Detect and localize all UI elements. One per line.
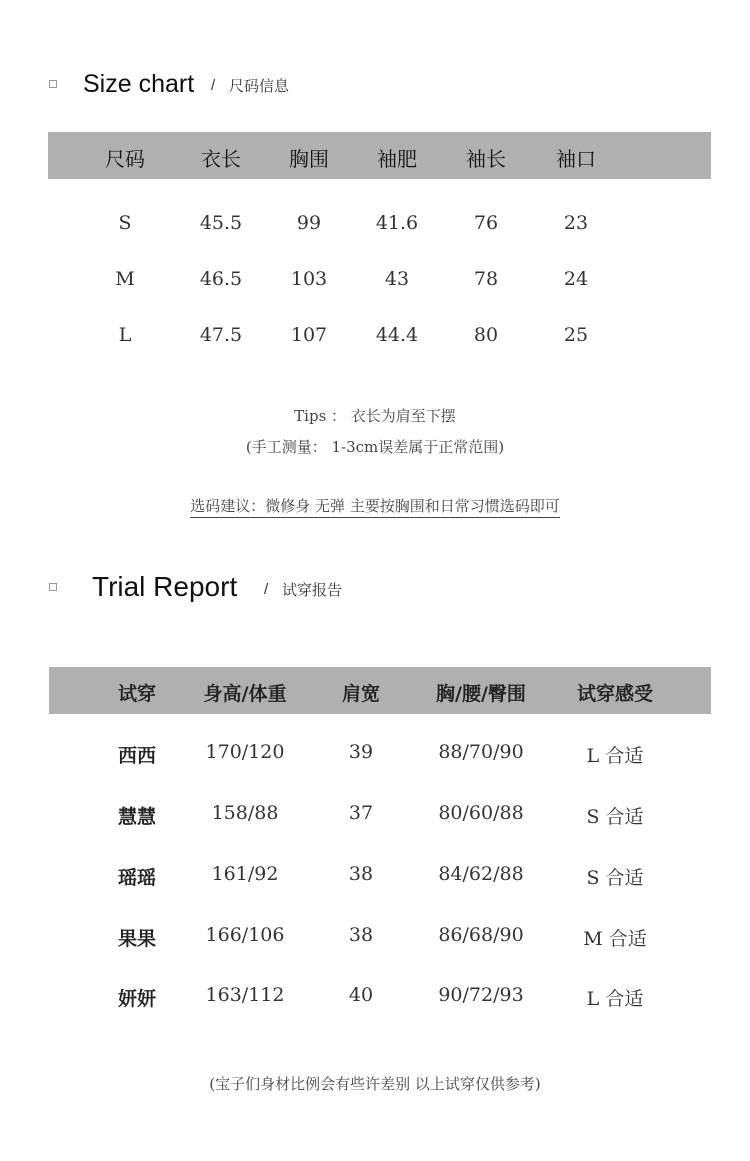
trial-table-header-cell: 肩宽 xyxy=(341,683,381,705)
footer-note: (宝子们身材比例会有些许差别 以上试穿仅供参考) xyxy=(209,1075,541,1093)
size-table-cell: 99 xyxy=(296,212,322,234)
trial-table-cell: 88/70/90 xyxy=(438,741,524,763)
size-table-cell: 24 xyxy=(563,268,589,290)
trial-table-header-cell: 身高/体重 xyxy=(203,683,287,705)
size-table-cell: 107 xyxy=(290,324,328,346)
trial-table-header-cell: 试穿 xyxy=(117,683,157,705)
size-table-cell: M xyxy=(115,268,135,290)
size-table-cell: 23 xyxy=(563,212,589,234)
trial-table-header-cell: 试穿感受 xyxy=(576,683,654,705)
trial-table-cell: 37 xyxy=(348,802,374,824)
trial-report-subtitle: 试穿报告 xyxy=(282,581,343,599)
trial-table-cell: 86/68/90 xyxy=(438,924,524,946)
trial-report-title: Trial Report xyxy=(92,571,238,602)
size-table-cell: 47.5 xyxy=(199,324,243,346)
size-table-cell: 103 xyxy=(290,268,328,290)
size-table-header-cell: 尺码 xyxy=(105,147,145,171)
trial-table-cell: 84/62/88 xyxy=(438,863,524,885)
size-table-header-cell: 袖肥 xyxy=(377,147,417,171)
trial-table-cell: 38 xyxy=(348,863,374,885)
trial-table-cell: S 合适 xyxy=(586,867,644,889)
trial-table-cell: 163/112 xyxy=(205,984,285,1006)
size-table-header-cell: 袖长 xyxy=(466,147,506,171)
size-advice-text: 选码建议：微修身 无弹 主要按胸围和日常习惯选码即可 xyxy=(190,497,560,518)
trial-table-cell: 38 xyxy=(348,924,374,946)
size-advice xyxy=(0,495,750,516)
tips-line: Tips ： 衣长为肩至下摆 xyxy=(294,407,456,425)
size-table-cell: 46.5 xyxy=(199,268,243,290)
trial-report-separator: / xyxy=(264,581,269,598)
size-table-cell: 76 xyxy=(473,212,499,234)
trial-table-cell: 166/106 xyxy=(205,924,285,946)
trial-table-cell: 39 xyxy=(348,741,374,763)
trial-table-cell: L 合适 xyxy=(586,745,644,767)
measurement-note: (手工测量： 1-3cm误差属于正常范围) xyxy=(245,438,505,456)
trial-table-cell: 158/88 xyxy=(211,802,279,824)
trial-table-cell: 慧慧 xyxy=(117,806,157,828)
trial-table-cell: 妍妍 xyxy=(117,988,157,1010)
trial-table-cell: 80/60/88 xyxy=(438,802,524,824)
trial-table-cell: 161/92 xyxy=(211,863,279,885)
trial-table-cell: 170/120 xyxy=(205,741,285,763)
size-table-cell: L xyxy=(118,324,132,346)
trial-table-cell: 90/72/93 xyxy=(438,984,524,1006)
size-table-cell: 41.6 xyxy=(375,212,419,234)
size-table-header-cell: 胸围 xyxy=(289,147,329,171)
size-chart-separator: / xyxy=(211,77,216,94)
size-table-cell: 45.5 xyxy=(199,212,243,234)
trial-table-cell: S 合适 xyxy=(586,806,644,828)
trial-table-cell: 瑶瑶 xyxy=(117,867,157,889)
size-table-cell: S xyxy=(118,212,132,234)
trial-table-header-cell: 胸/腰/臀围 xyxy=(436,683,526,705)
size-chart-subtitle: 尺码信息 xyxy=(229,77,290,95)
size-table-cell: 44.4 xyxy=(375,324,419,346)
size-table-cell: 80 xyxy=(473,324,499,346)
trial-table-cell: M 合适 xyxy=(583,928,647,950)
trial-table-cell: 40 xyxy=(348,984,374,1006)
size-table-header-cell: 衣长 xyxy=(201,147,241,171)
size-chart-bullet-icon xyxy=(49,80,57,88)
trial-table-cell: L 合适 xyxy=(586,988,644,1010)
trial-report-bullet-icon xyxy=(49,583,57,591)
size-table-header-cell: 袖口 xyxy=(556,147,596,171)
size-table-cell: 43 xyxy=(384,268,410,290)
size-table-cell: 25 xyxy=(563,324,589,346)
trial-table-cell: 果果 xyxy=(117,928,157,950)
size-table-cell: 78 xyxy=(473,268,499,290)
trial-table-cell: 西西 xyxy=(117,745,157,767)
size-chart-title: Size chart xyxy=(83,70,195,98)
